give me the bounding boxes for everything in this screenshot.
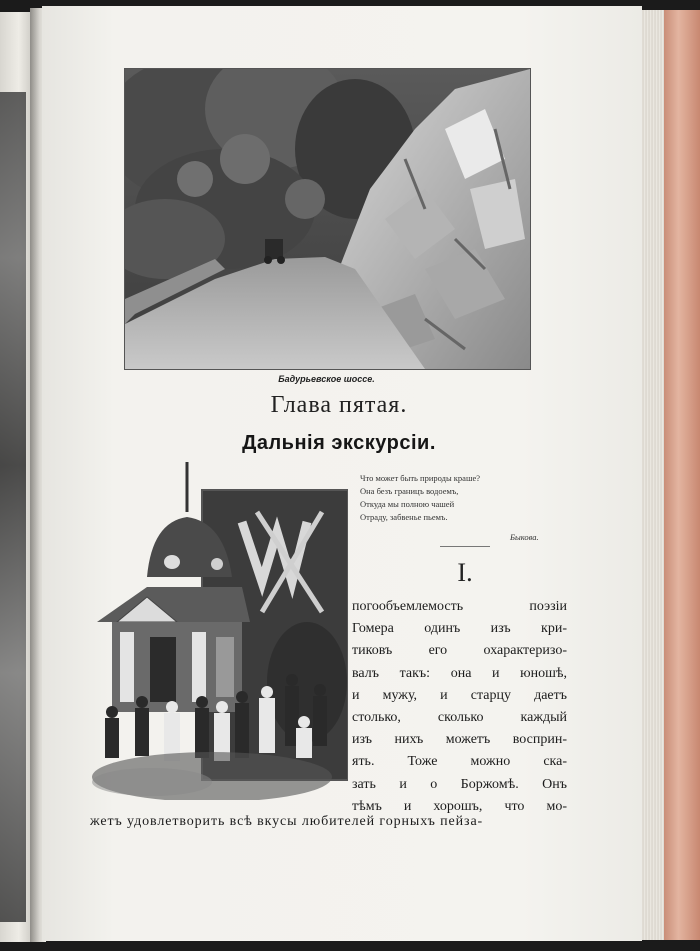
epigraph-line: Что может быть природы краше? — [360, 473, 481, 483]
road-photo-icon — [124, 68, 531, 370]
chapter-title: Глава пятая. — [270, 392, 408, 418]
body-line: зать и о Боржомѣ. Онъ — [352, 776, 567, 792]
chapter-subtitle: Дальнія экскурсіи. — [242, 432, 436, 454]
body-line: изъ нихъ можетъ восприн- — [352, 732, 567, 748]
book-cover-edge — [664, 10, 700, 940]
epigraph-author: Быкова. — [510, 532, 539, 542]
body-line: и мужу, и старцу даетъ — [352, 687, 567, 703]
body-line: столько, сколько каждый — [352, 710, 567, 726]
body-line: погообъемлемость поэзіи — [352, 599, 567, 614]
left-facing-page — [0, 12, 34, 942]
body-line: валъ такъ: она и юношѣ, — [352, 665, 567, 681]
left-page-photo-edge — [0, 92, 26, 922]
epigraph — [360, 472, 560, 524]
page-edges — [640, 10, 666, 940]
photo-caption: Бадурьевское шоссе. — [278, 374, 375, 384]
epigraph-line: Откуда мы полною чашей — [360, 499, 455, 509]
pavilion-photo-icon — [92, 462, 348, 800]
section-number: I. — [457, 558, 473, 587]
body-line: ять. Тоже можно ска- — [352, 754, 567, 770]
epigraph-line: Она безъ границъ водоемъ, — [360, 486, 459, 496]
body-last-line: жетъ удовлетворить всѣ вкусы любителей горныхъ пейза- — [90, 814, 484, 829]
body-paragraph — [352, 596, 567, 818]
body-line: тѣмъ и хорошъ, что мо- — [352, 798, 567, 814]
body-line: тиковъ его охарактеризо- — [352, 643, 567, 659]
divider — [440, 546, 490, 547]
body-line: Гомера одинъ изъ кри- — [352, 621, 567, 637]
epigraph-line: Отраду, забвенье пьемъ. — [360, 512, 448, 522]
